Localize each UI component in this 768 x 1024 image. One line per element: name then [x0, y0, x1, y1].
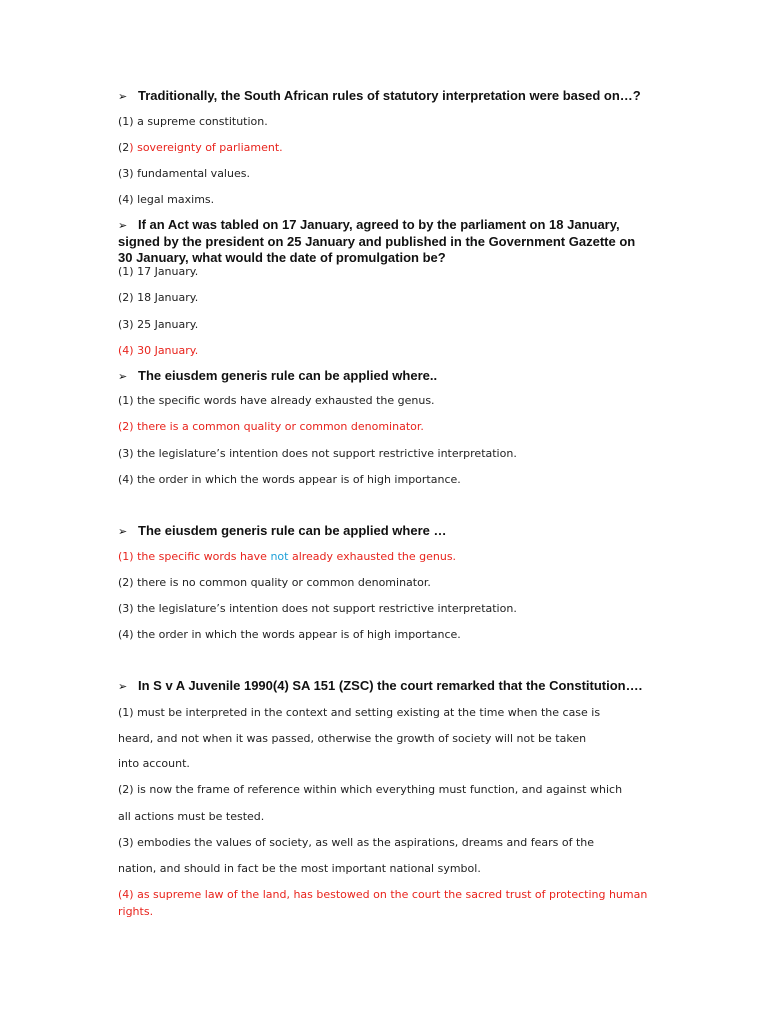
q2-option-3: (3) 25 January. [118, 318, 199, 331]
question-5-text: In S v A Juvenile 1990(4) SA 151 (ZSC) the court remarked that the Constitution…. [138, 678, 643, 693]
q4-option-3: (3) the legislature’s intention does not support restrictive interpretation. [118, 602, 517, 615]
question-3-text: The eiusdem generis rule can be applied where.. [138, 368, 438, 383]
question-2 [118, 217, 648, 266]
q1-option-1: (1) a supreme constitution. [118, 115, 268, 128]
q4-option-2: (2) there is no common quality or common denominator. [118, 576, 431, 589]
q1-option-2-answer: ) sovereignty of parliament. [129, 141, 283, 154]
q5-option-1-line-2: heard, and not when it was passed, otherwise the growth of society will not be taken [118, 732, 587, 745]
q4-option-4: (4) the order in which the words appear is of high importance. [118, 628, 461, 641]
q1-option-4: (4) legal maxims. [118, 193, 215, 206]
q3-option-1: (1) the specific words have already exhausted the genus. [118, 394, 435, 407]
q3-option-2-answer: (2) there is a common quality or common denominator. [118, 420, 424, 433]
question-1 [118, 88, 648, 105]
question-1-text: Traditionally, the South African rules of statutory interpretation were based on…? [138, 88, 641, 103]
q5-option-3-line-1: (3) embodies the values of society, as well as the aspirations, dreams and fears of the [118, 836, 594, 849]
q3-option-3: (3) the legislature’s intention does not support restrictive interpretation. [118, 447, 517, 460]
q5-option-2-line-1: (2) is now the frame of reference within which everything must function, and against which [118, 783, 623, 796]
q1-option-2-prefix: (2 [118, 141, 130, 154]
question-2-line-1: ➢ If an Act was tabled on 17 January, agreed to by the parliament on 18 January, [118, 217, 620, 232]
question-2-line-3: 30 January, what would the date of promulgation be? [118, 250, 446, 265]
question-5 [118, 678, 648, 695]
question-4 [118, 523, 648, 540]
arrow-bullet-icon: ➢ [118, 371, 128, 383]
question-2-line-2: signed by the president on 25 January and published in the Government Gazette on [118, 234, 636, 249]
arrow-bullet-icon: ➢ [118, 681, 128, 693]
q1-option-2 [118, 140, 658, 155]
q5-option-4-answer-line-1: (4) as supreme law of the land, has bestowed on the court the sacred trust of protecting human [118, 888, 648, 901]
q5-option-2-line-2: all actions must be tested. [118, 810, 265, 823]
q2-option-1: (1) 17 January. [118, 265, 199, 278]
arrow-bullet-icon: ➢ [118, 220, 128, 232]
q1-option-3: (3) fundamental values. [118, 167, 250, 180]
arrow-bullet-icon: ➢ [118, 91, 128, 103]
q5-option-3-line-2: nation, and should in fact be the most important national symbol. [118, 862, 481, 875]
question-4-text: The eiusdem generis rule can be applied where … [138, 523, 447, 538]
q4-option-1-answer: (1) the specific words have not already exhausted the genus. [118, 550, 457, 563]
q5-option-4-answer-line-2: rights. [118, 905, 154, 918]
q3-option-4: (4) the order in which the words appear is of high importance. [118, 473, 461, 486]
highlighted-word-not: not [270, 550, 289, 563]
q2-option-2: (2) 18 January. [118, 291, 199, 304]
question-3 [118, 368, 648, 385]
q2-option-4-answer: (4) 30 January. [118, 344, 199, 357]
q5-option-1-line-3: into account. [118, 757, 190, 770]
arrow-bullet-icon: ➢ [118, 526, 128, 538]
q5-option-1-line-1: (1) must be interpreted in the context and setting existing at the time when the case is [118, 706, 601, 719]
